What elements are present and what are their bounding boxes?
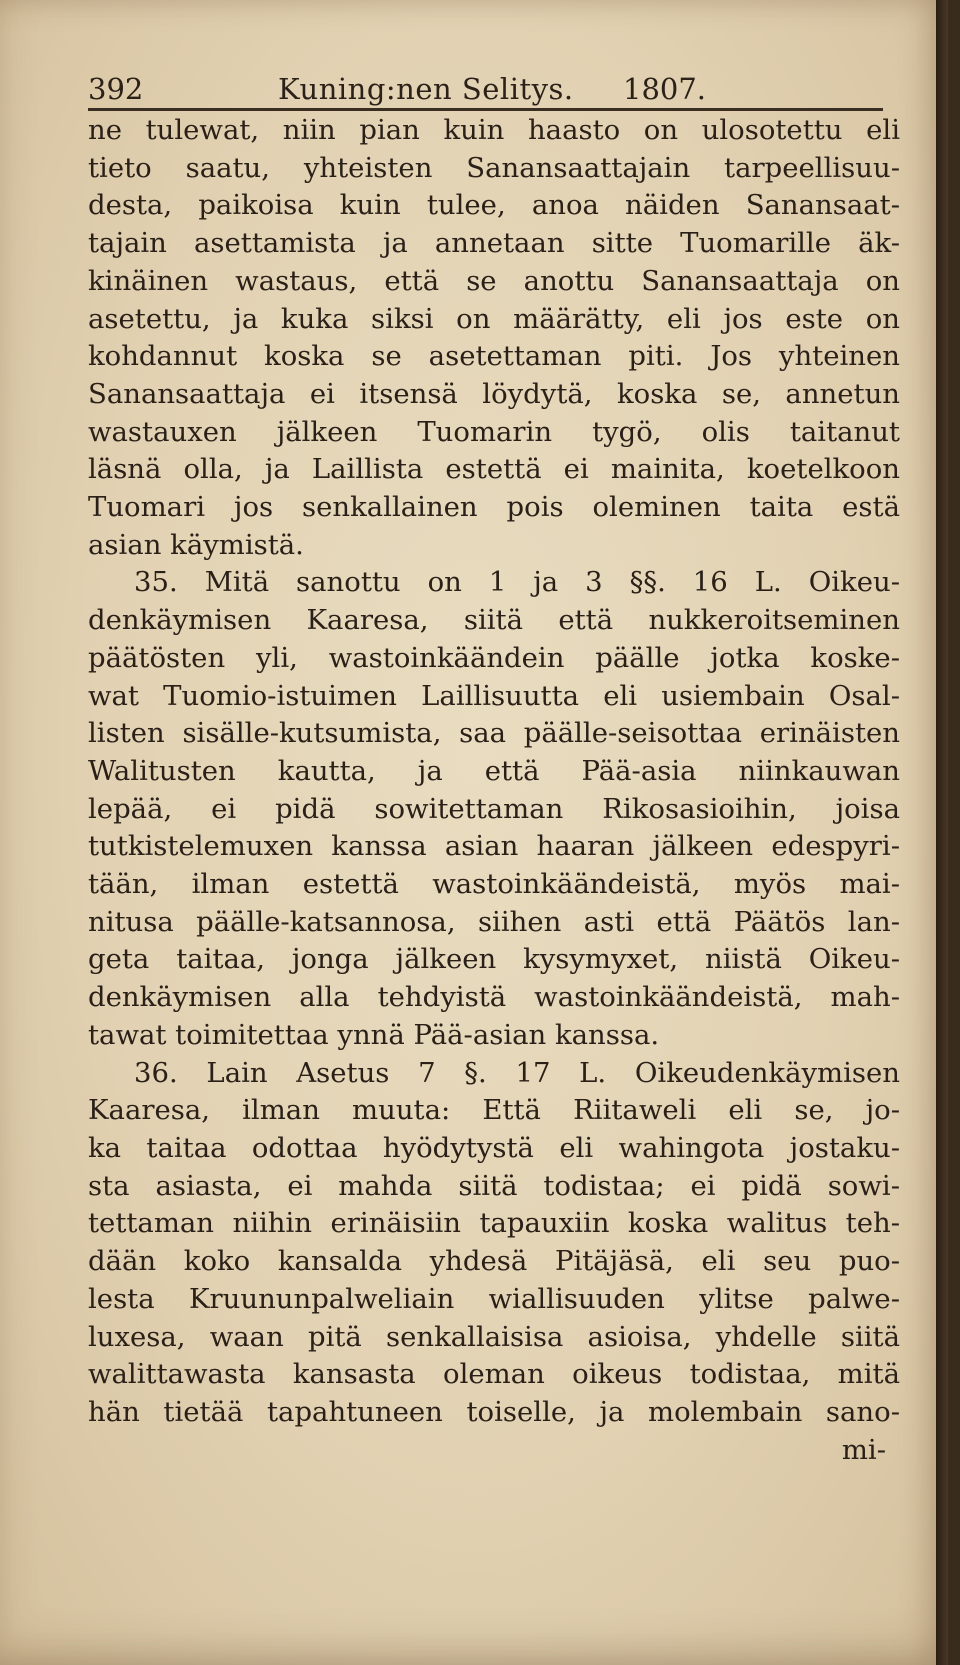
text-line: ka taitaa odottaa hyödytystä eli wahingota jostaku- — [88, 1131, 900, 1164]
text-line: asetettu, ja kuka siksi on määrätty, eli jos este on — [88, 302, 900, 335]
body-text — [88, 112, 900, 1469]
text-line: tään, ilman estettä wastoinkäändeistä, myös mai- — [88, 868, 900, 901]
text-line: geta taitaa, jonga jälkeen kysymyxet, niistä Oikeu- — [88, 943, 900, 976]
text-line: lepää, ei pidä sowitettaman Rikosasioihin, joisa — [88, 792, 900, 825]
text-line: päätösten yli, wastoinkäändein päälle jotka koske- — [88, 641, 900, 674]
text-line: tieto saatu, yhteisten Sanansaattajain tarpeellisuu- — [88, 151, 900, 184]
header-rule — [88, 108, 883, 111]
text-line: tawat toimitettaa ynnä Pää-asian kanssa. — [88, 1018, 660, 1051]
text-line: luxesa, waan pitä senkallaisisa asioisa, yhdelle siitä — [88, 1320, 900, 1353]
text-line: Tuomari jos senkallainen pois oleminen taita estä — [88, 491, 900, 524]
text-line: walittawasta kansasta oleman oikeus todistaa, mitä — [88, 1358, 900, 1391]
text-line: Walitusten kautta, ja että Pää-asia niinkauwan — [88, 754, 900, 787]
text-line: tettaman niihin erinäisiin tapauxiin koska walitus teh- — [88, 1207, 900, 1240]
text-line: tutkistelemuxen kanssa asian haaran jälkeen edespyri- — [88, 830, 900, 863]
text-line: lesta Kruununpalweliain wiallisuuden ylitse palwe- — [88, 1282, 900, 1315]
text-line: Sanansaattaja ei itsensä löydytä, koska se, annetun — [88, 377, 900, 410]
text-line: tajain asettamista ja annetaan sitte Tuomarille äk- — [88, 227, 900, 260]
text-line: kohdannut koska se asetettaman piti. Jos yhteinen — [88, 340, 900, 373]
catchword: mi- — [841, 1433, 886, 1466]
text-line: läsnä olla, ja Laillista estettä ei mainita, koetelkoon — [88, 453, 900, 486]
text-line: listen sisälle-kutsumista, saa päälle-seisottaa erinäisten — [88, 717, 900, 750]
text-line: asian käymistä. — [88, 528, 304, 561]
text-line: Kaaresa, ilman muuta: Että Riitaweli eli se, jo- — [88, 1094, 900, 1127]
text-line: nitusa päälle-katsannosa, siihen asti että Päätös lan- — [88, 905, 900, 938]
text-line: hän tietää tapahtuneen toiselle, ja molembain sano- — [88, 1395, 900, 1428]
paragraph-35-start: 35. Mitä sanottu on 1 ja 3 §§. 16 L. Oikeu- — [134, 566, 900, 599]
text-line: kinäinen wastaus, että se anottu Sanansaattaja on — [88, 264, 900, 297]
running-head — [88, 72, 883, 112]
paragraph-36-start: 36. Lain Asetus 7 §. 17 L. Oikeudenkäymisen — [134, 1056, 900, 1089]
text-line: desta, paikoisa kuin tulee, anoa näiden Sanansaat- — [88, 189, 900, 222]
page-number: 392 — [88, 72, 144, 106]
text-line: denkäymisen Kaaresa, siitä että nukkeroitseminen — [88, 604, 900, 637]
text-line: ne tulewat, niin pian kuin haasto on ulosotettu eli — [88, 114, 900, 146]
page-edge — [936, 0, 948, 1665]
text-line: dään koko kansalda yhdesä Pitäjäsä, eli seu puo- — [88, 1245, 900, 1278]
text-line: denkäymisen alla tehdyistä wastoinkäändeistä, mah- — [88, 981, 900, 1014]
running-title: Kuning:nen Selitys. — [278, 72, 574, 106]
text-line: sta asiasta, ei mahda siitä todistaa; ei pidä sowi- — [88, 1169, 900, 1202]
running-year: 1807. — [623, 72, 707, 106]
text-line: wat Tuomio-istuimen Laillisuutta eli usiembain Osal- — [88, 679, 900, 712]
text-line: wastauxen jälkeen Tuomarin tygö, olis taitanut — [88, 415, 900, 448]
